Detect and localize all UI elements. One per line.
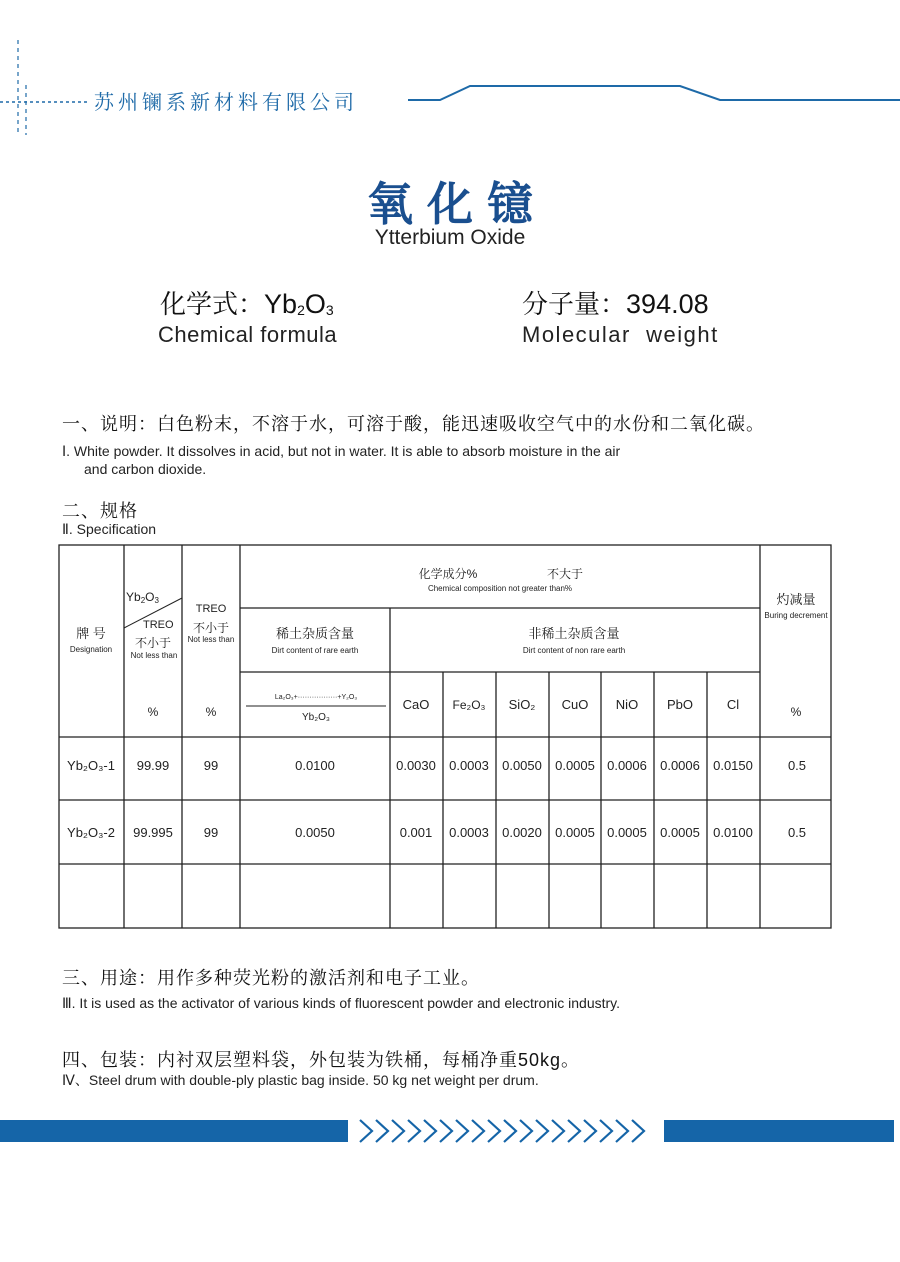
row-purity: 99.995: [133, 825, 173, 840]
row-nio: 0.0005: [607, 825, 647, 840]
chevron-icon: [488, 1120, 500, 1142]
mw-label: 分子量: [522, 289, 601, 319]
ratio-numerator: La₂O₃+·················+Y₂O₃: [274, 694, 358, 701]
treo-header: TREO: [195, 603, 227, 615]
treo-sub-header: TREO: [143, 619, 174, 631]
impurity-header: CuO: [561, 697, 589, 712]
ratio-denominator: Yb₂O₃: [302, 712, 330, 723]
chevron-icon: [504, 1120, 516, 1142]
impurity-header: Cl: [726, 697, 740, 712]
impurity-header: CaO: [402, 697, 430, 712]
row-cl: 0.0150: [713, 758, 753, 773]
footer-bar-left: [0, 1120, 348, 1142]
section1-heading: 一、说明：白色粉末，不溶于水，可溶于酸，能迅速吸收空气中的水份和二氧化碳。: [62, 414, 765, 434]
row-rare: 0.0100: [295, 758, 335, 773]
rare-earth-header-en: Dirt content of rare earth: [271, 646, 359, 655]
designation-header: 牌 号: [76, 626, 106, 641]
row-loss: 0.5: [787, 758, 807, 773]
chevron-icon: [584, 1120, 596, 1142]
footer-band: [0, 1112, 900, 1152]
row-loss: 0.5: [787, 825, 807, 840]
row-nio: 0.0006: [607, 758, 647, 773]
row-cao: 0.001: [399, 825, 433, 840]
chevron-icon: [568, 1120, 580, 1142]
row-purity: 99.99: [136, 758, 170, 773]
chem-comp-header-en: Chemical composition not greater than%: [427, 584, 573, 593]
row-sio2: 0.0050: [502, 758, 542, 773]
row-cuo: 0.0005: [555, 825, 595, 840]
percent-treo: %: [205, 705, 217, 719]
page-subtitle: Ytterbium Oxide: [374, 226, 526, 249]
molecular-weight-en: Molecular weight: [522, 322, 719, 347]
row-rare: 0.0050: [295, 825, 335, 840]
row-sio2: 0.0020: [502, 825, 542, 840]
footer-chevrons: [360, 1120, 644, 1142]
impurity-header: NiO: [615, 697, 639, 712]
chemical-formula: 化学式：$Yb_2O_3$: [160, 289, 334, 319]
chevron-icon: [552, 1120, 564, 1142]
non-rare-earth-header-en: Dirt content of non rare earth: [522, 646, 626, 655]
row-fe2o3: 0.0003: [449, 825, 489, 840]
section2-heading: 二、规格: [62, 501, 138, 521]
row-designation: Yb₂O₃-1: [67, 758, 115, 773]
formula-value: $Yb_2O_3$: [264, 289, 334, 319]
loss-header-en: Buring decrement: [764, 611, 828, 620]
percent-loss: %: [790, 705, 802, 719]
mw-value: 394.08: [626, 289, 709, 319]
chevron-icon: [536, 1120, 548, 1142]
non-rare-earth-header: 非稀土杂质含量: [528, 626, 620, 641]
row-pbo: 0.0006: [660, 758, 700, 773]
impurity-header: PbO: [666, 697, 694, 712]
chevron-icon: [408, 1120, 420, 1142]
footer-bar-right: [664, 1120, 894, 1142]
chevron-icon: [424, 1120, 436, 1142]
impurity-header: SiO₂: [508, 697, 536, 712]
chevron-icon: [520, 1120, 532, 1142]
row-designation: Yb₂O₃-2: [67, 825, 115, 840]
chevron-icon: [440, 1120, 452, 1142]
row-treo: 99: [203, 825, 219, 840]
formula-label: 化学式: [160, 289, 239, 319]
row-treo: 99: [203, 758, 219, 773]
chevron-icon: [360, 1120, 372, 1142]
row-pbo: 0.0005: [660, 825, 700, 840]
chevron-icon: [632, 1120, 644, 1142]
loss-header: 灼减量: [776, 592, 816, 607]
row-cao: 0.0030: [396, 758, 436, 773]
section4-heading: 四、包装：内衬双层塑料袋，外包装为铁桶，每桶净重50kg。: [62, 1050, 581, 1070]
chevron-icon: [456, 1120, 468, 1142]
treo-not-less-than-en: Not less than: [187, 635, 235, 644]
page-title: 氧化镱: [367, 178, 547, 230]
percent-purity: %: [147, 705, 159, 719]
section2-text: Ⅱ. Specification: [62, 521, 157, 537]
rare-earth-header: 稀土杂质含量: [275, 626, 355, 641]
company-name: 苏州镧系新材料有限公司: [94, 92, 358, 114]
chevron-icon: [600, 1120, 612, 1142]
yb2o3-treo-header: Yb2O3: [126, 590, 159, 605]
molecular-weight: 分子量：394.08: [522, 289, 709, 319]
impurity-header: Fe₂O₃: [452, 698, 486, 712]
chemical-formula-en: Chemical formula: [158, 322, 338, 347]
chem-comp-header: 化学成分%: [418, 567, 478, 581]
table-row: [67, 758, 806, 773]
section1-text: Ⅰ. White powder. It dissolves in acid, but not in water. It is able to absorb moisture in the air and carbon dioxide.: [62, 443, 621, 477]
row-fe2o3: 0.0003: [449, 758, 489, 773]
row-cl: 0.0100: [713, 825, 753, 840]
row-cuo: 0.0005: [555, 758, 595, 773]
chevron-icon: [376, 1120, 388, 1142]
chevron-icon: [472, 1120, 484, 1142]
table-row: [67, 825, 806, 840]
not-less-than-label: 不小于: [134, 636, 172, 650]
chevron-icon: [616, 1120, 628, 1142]
not-greater-than-label: 不大于: [546, 567, 584, 581]
section3-text: Ⅲ. It is used as the activator of various kinds of fluorescent powder and electronic industry.: [62, 995, 621, 1011]
chevron-icon: [392, 1120, 404, 1142]
section3-heading: 三、用途：用作多种荧光粉的激活剂和电子工业。: [62, 968, 480, 988]
section4-text: Ⅳ、Steel drum with double-ply plastic bag inside. 50 kg net weight per drum.: [62, 1072, 539, 1088]
designation-header-en: Designation: [69, 645, 113, 654]
not-less-than-en: Not less than: [130, 651, 178, 660]
treo-not-less-than: 不小于: [192, 621, 230, 635]
